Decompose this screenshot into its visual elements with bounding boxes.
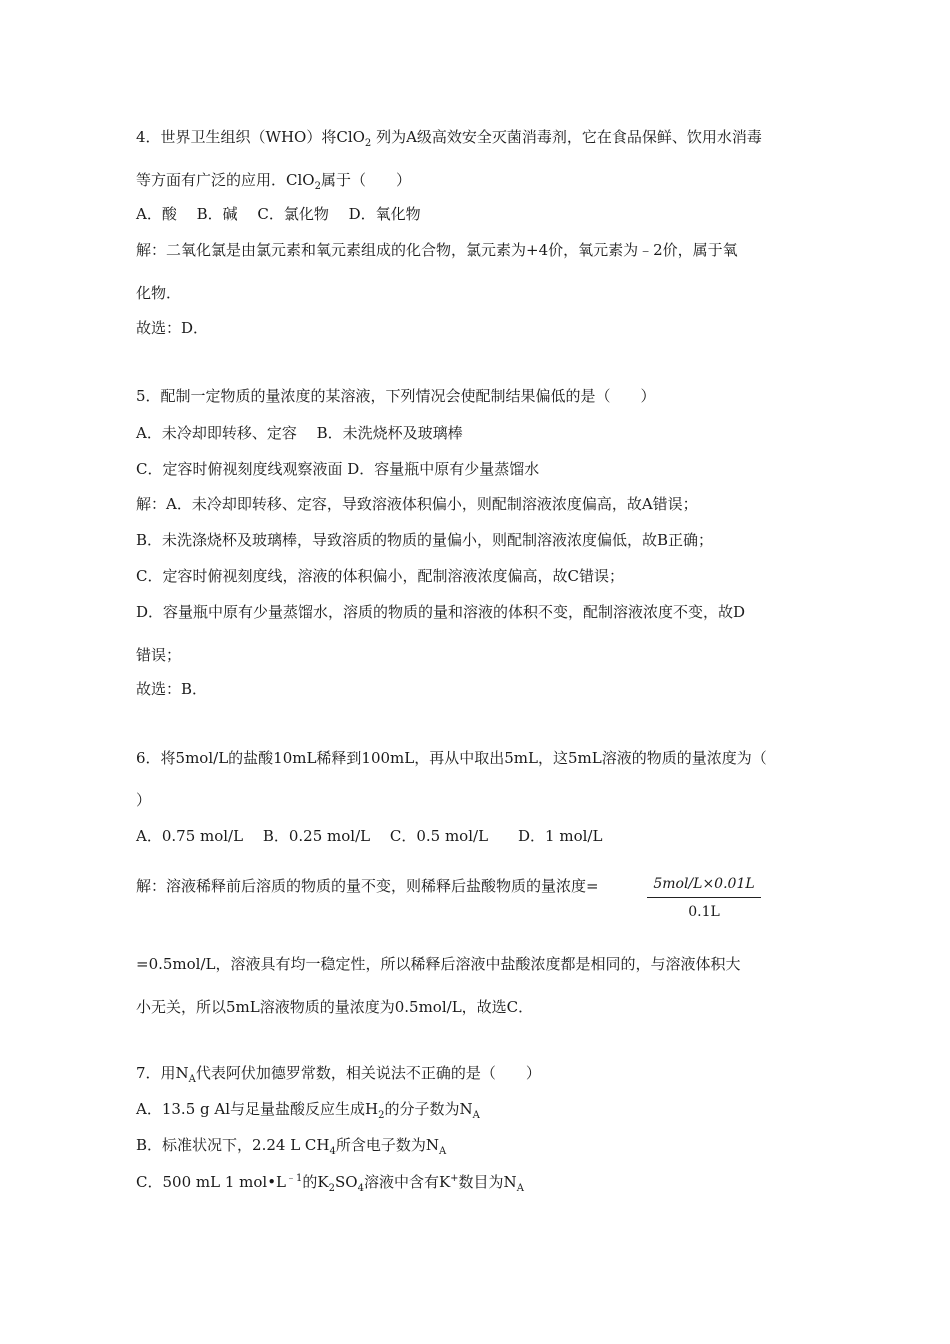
q4-options: A．酸 B．碱 C．氯化物 D．氧化物: [136, 205, 421, 223]
q5-options-cd: C．定容时俯视刻度线观察液面 D．容量瓶中原有少量蒸馏水: [136, 460, 540, 478]
q7-stem: 7．用$N_A$代表阿伏加德罗常数，相关说法不正确的是（ ）: [136, 1064, 541, 1085]
q7-option-b: B．标准状况下，2.24 L $CH_4$所含电子数为$N_A$: [136, 1136, 447, 1157]
q7-option-a: A．13.5 g Al与足量盐酸反应生成$H_2$的分子数为$N_A$: [136, 1100, 480, 1121]
q4-stem-line2: 等方面有广泛的应用．ClO$_2$属于（ ）: [136, 171, 411, 192]
q6-stem-line2: ）: [136, 791, 152, 809]
q7-option-c: C．500 mL 1 $mol•L^{﹣1}$的$K_2SO_4$溶液中含有K+数目为$N_A$: [136, 1173, 524, 1194]
q5-solution-b: B．未洗涤烧杯及玻璃棒，导致溶质的物质的量偏小，则配制溶液浓度偏低，故B正确；: [136, 531, 714, 549]
q4-answer: 故选：D．: [136, 319, 209, 337]
q6-dilution-fraction: [645, 874, 763, 922]
q5-stem: 5．配制一定物质的量浓度的某溶液，下列情况会使配制结果偏低的是（ ）: [136, 387, 656, 405]
q5-solution-c: C．定容时俯视刻度线，溶液的体积偏小，配制溶液浓度偏高，故C错误；: [136, 567, 624, 585]
q6-solution-line3: 小无关，所以5mL溶液物质的量浓度为0.5mol/L，故选C．: [136, 998, 534, 1016]
q6-options: A．0.75 mol/L B．0.25 mol/L C．0.5 mol/L D．1 mol/L: [136, 827, 603, 845]
q5-options-ab: A．未冷却即转移、定容 B．未洗烧杯及玻璃棒: [136, 424, 463, 442]
fraction-bar: [647, 897, 761, 898]
q6-solution-line1: 解：溶液稀释前后溶质的物质的量不变，则稀释后盐酸物质的量浓度=: [136, 877, 599, 895]
q4-stem-line1: 4．世界卫生组织（WHO）将ClO$_2$ 列为A级高效安全灭菌消毒剂，它在食品保鲜、饮用水消毒: [136, 128, 762, 149]
q4-solution-line2: 化物．: [136, 284, 182, 302]
q5-solution-d-line1: D．容量瓶中原有少量蒸馏水，溶质的物质的量和溶液的体积不变，配制溶液浓度不变，故D: [136, 603, 746, 621]
q5-answer: 故选：B．: [136, 680, 208, 698]
q6-solution-line2: =0.5mol/L，溶液具有均一稳定性，所以稀释后溶液中盐酸浓度都是相同的，与溶液体积大: [136, 955, 741, 973]
q6-stem-line1: 6．将5mol/L的盐酸10mL稀释到100mL，再从中取出5mL，这5mL溶液的物质的量浓度为（: [136, 749, 767, 767]
fraction-numerator: 5mol/L×0.01L: [653, 876, 755, 892]
q4-solution-line1: 解：二氧化氯是由氯元素和氧元素组成的化合物，氯元素为+4价，氧元素为﹣2价，属于氧: [136, 241, 738, 259]
fraction-denominator: 0.1L: [688, 904, 720, 920]
q5-solution-a: 解：A．未冷却即转移、定容，导致溶液体积偏小，则配制溶液浓度偏高，故A错误；: [136, 495, 698, 513]
q5-solution-d-line2: 错误；: [136, 646, 182, 664]
